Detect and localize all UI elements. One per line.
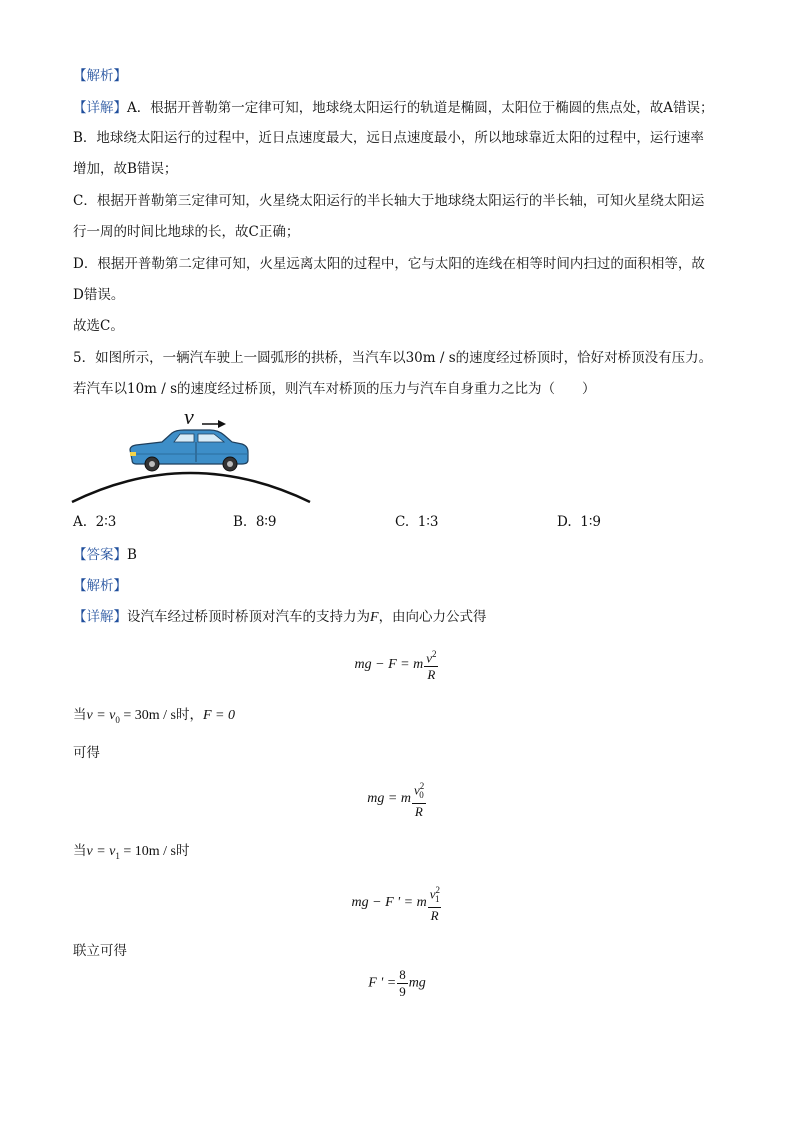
detail-line-c: C．根据开普勒第三定律可知，火星绕太阳运行的半长轴大于地球绕太阳运行的半长轴，可知火星绕太阳运: [73, 193, 705, 209]
detail-line-d: D．根据开普勒第二定律可知，火星远离太阳的过程中，它与太阳的连线在相等时间内扫过的面积相等，故: [73, 256, 705, 272]
detail-line-d-cont: D错误。: [73, 287, 125, 303]
analysis-heading: 【解析】: [73, 68, 127, 84]
detail-line-a: 【详解】A．根据开普勒第一定律可知，地球绕太阳运行的轨道是椭圆，太阳位于椭圆的焦点处，故A错误；: [73, 100, 714, 116]
detail-line-c-cont: 行一周的时间比地球的长，故C正确；: [73, 224, 300, 240]
car-icon: [130, 430, 248, 471]
answer-line: 【答案】B: [73, 547, 137, 563]
detail-line-b: B．地球绕太阳运行的过程中，近日点速度最大，远日点速度最小，所以地球靠近太阳的过程中，运行速率: [73, 130, 704, 146]
condition-1: 当$v = v_0 = 30m / s$时，F = 0: [73, 707, 235, 725]
analysis-heading-q5: 【解析】: [73, 578, 127, 594]
question5-stem-line1: 5．如图所示，一辆汽车驶上一圆弧形的拱桥，当汽车以30m / s的速度经过桥顶时，恰好对桥顶没有压力。: [73, 350, 713, 366]
combine-line: 联立可得: [73, 943, 127, 959]
derive-line: 可得: [73, 745, 100, 761]
equation-1: mg − F = m $\frac{v^2}{R}$: [0, 646, 794, 683]
option-d: D. 1∶9: [557, 514, 601, 530]
velocity-arrow: [202, 420, 226, 428]
car-on-bridge-figure: [70, 402, 320, 507]
detail-line-q5: 【详解】设汽车经过桥顶时桥顶对汽车的支持力为F，由向心力公式得: [73, 609, 487, 625]
equation-3: mg − F ' = m $\frac{v^2_1}{R}$: [0, 882, 794, 924]
detail-line-b-cont: 增加，故B错误；: [73, 161, 178, 177]
option-a: A. 2∶3: [73, 514, 117, 530]
question5-stem-line2: 若汽车以10m / s的速度经过桥顶，则汽车对桥顶的压力与汽车自身重力之比为（ ）: [73, 381, 596, 397]
velocity-label: v: [184, 404, 194, 429]
condition-2: 当$v = v_1 = 10m / s$时: [73, 843, 190, 861]
equation-4: F ' = $\frac{8}{9}$ mg: [368, 967, 426, 999]
option-c: C. 1∶3: [395, 514, 439, 530]
equation-2: mg = m $\frac{v^2_0}{R}$: [0, 778, 794, 820]
bridge-arc: [72, 473, 310, 502]
option-b: B. 8∶9: [233, 514, 277, 530]
answer-value: B: [127, 547, 137, 563]
conclusion-line: 故选C。: [73, 318, 124, 334]
